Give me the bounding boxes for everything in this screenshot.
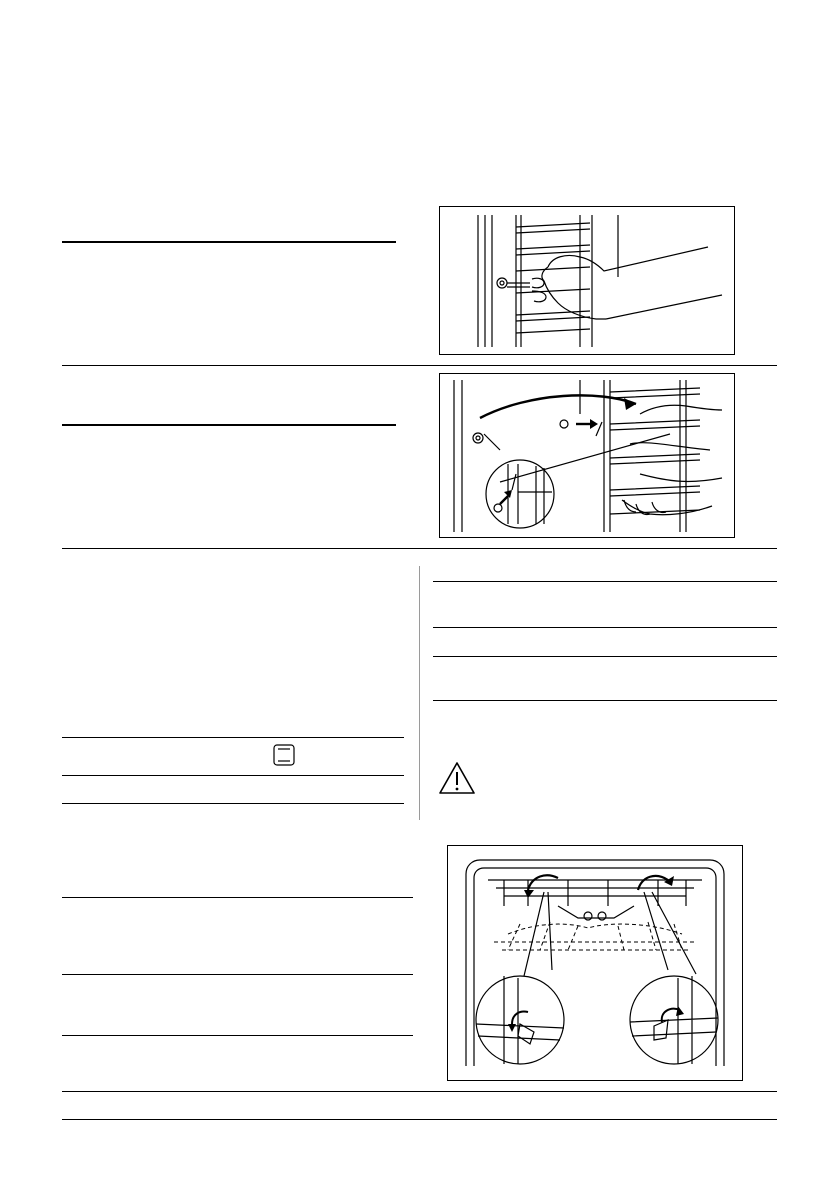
figure-lower-heating-element bbox=[447, 845, 743, 1081]
table-rule bbox=[62, 775, 404, 776]
section-rule bbox=[62, 241, 396, 243]
table-rule bbox=[62, 1035, 413, 1036]
section-divider bbox=[62, 365, 777, 366]
warning-triangle-icon bbox=[438, 761, 476, 795]
section-rule bbox=[62, 424, 396, 426]
table-rule bbox=[62, 803, 404, 804]
figure-remove-shelf-supports-front bbox=[439, 206, 735, 355]
table-rule bbox=[62, 897, 413, 898]
table-rule bbox=[433, 700, 777, 701]
section-divider bbox=[62, 1091, 777, 1092]
table-rule bbox=[433, 627, 777, 628]
table-rule bbox=[433, 581, 777, 582]
figure-remove-shelf-supports-rear bbox=[439, 373, 735, 538]
table-rule bbox=[62, 737, 404, 738]
table-rule bbox=[62, 974, 413, 975]
hand-pulling-shelf-support-illustration bbox=[440, 207, 734, 354]
heating-element-lowering-illustration bbox=[448, 846, 742, 1080]
column-separator bbox=[419, 566, 420, 820]
section-divider bbox=[62, 1119, 777, 1120]
oven-function-icon bbox=[273, 744, 295, 766]
section-divider bbox=[62, 548, 777, 549]
table-rule bbox=[433, 656, 777, 657]
shelf-support-removal-detail-illustration bbox=[440, 374, 734, 537]
